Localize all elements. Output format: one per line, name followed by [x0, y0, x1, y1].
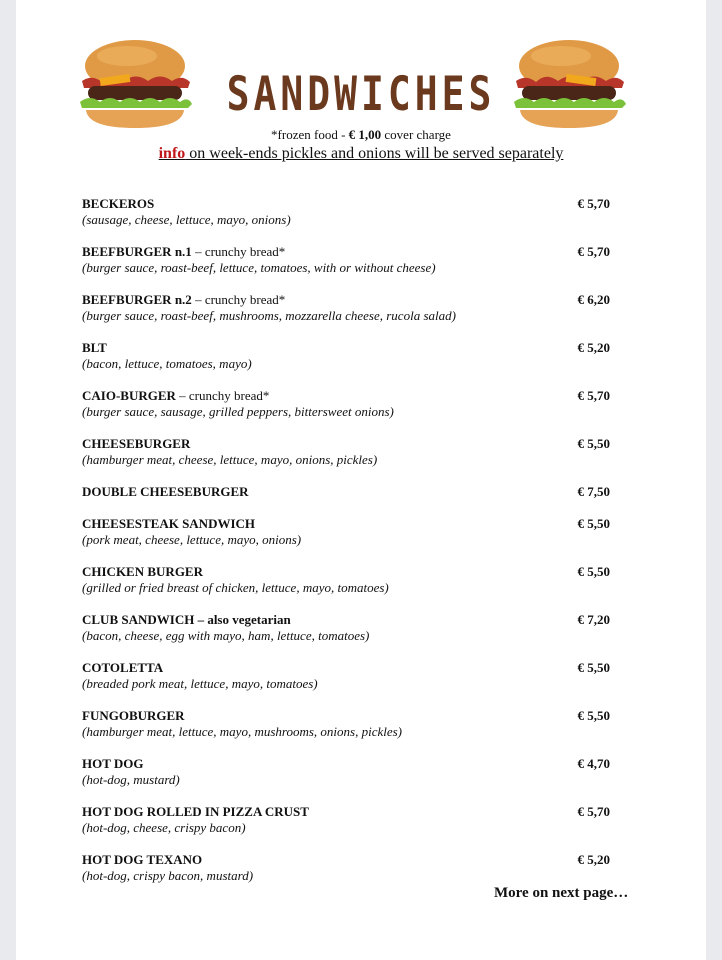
- menu-item-title: CHEESEBURGER: [82, 436, 191, 451]
- menu-item: [82, 612, 622, 660]
- cover-charge-prefix: *frozen food -: [271, 127, 349, 142]
- menu-item-price: € 5,50: [577, 516, 610, 531]
- menu-item-bread-note: – crunchy bread*: [191, 244, 286, 259]
- menu-item-price: € 5,50: [577, 564, 610, 579]
- menu-item-name: [82, 436, 622, 452]
- menu-item: [82, 708, 622, 756]
- menu-item-ingredients: (hot-dog, cheese, crispy bacon): [82, 820, 246, 835]
- menu-item-price: € 5,70: [577, 388, 610, 403]
- menu-item-title: CLUB SANDWICH – also vegetarian: [82, 612, 291, 627]
- menu-item: [82, 292, 622, 340]
- menu-item-name: [82, 708, 622, 724]
- menu-item-title: FUNGOBURGER: [82, 708, 185, 723]
- menu-item-ingredients: (burger sauce, sausage, grilled peppers, bittersweet onions): [82, 404, 394, 419]
- menu-item: [82, 244, 622, 292]
- menu-item-ingredients: (grilled or fried breast of chicken, lettuce, mayo, tomatoes): [82, 580, 389, 595]
- menu-item-price: € 6,20: [577, 292, 610, 307]
- menu-item-ingredients: (burger sauce, roast-beef, mushrooms, mozzarella cheese, rucola salad): [82, 308, 456, 323]
- menu-item-title: CHEESESTEAK SANDWICH: [82, 516, 256, 531]
- menu-item-price: € 5,50: [577, 708, 610, 723]
- menu-item: [82, 484, 622, 516]
- info-text: on week-ends pickles and onions will be served separately: [185, 145, 564, 162]
- menu-item: [82, 756, 622, 804]
- menu-item-name: [82, 484, 622, 500]
- menu-item-ingredients: (hamburger meat, lettuce, mayo, mushrooms, onions, pickles): [82, 724, 403, 739]
- menu-item-price: € 5,70: [577, 244, 610, 259]
- menu-item-title: DOUBLE CHEESEBURGER: [82, 484, 249, 499]
- menu-item-title: HOT DOG TEXANO: [82, 852, 203, 867]
- menu-item-ingredients: (bacon, lettuce, tomatoes, mayo): [82, 356, 252, 371]
- menu-item-title: HOT DOG ROLLED IN PIZZA CRUST: [82, 804, 309, 819]
- menu-item-name: [82, 756, 622, 772]
- menu-item-price: € 5,50: [577, 436, 610, 451]
- menu-item: [82, 388, 622, 436]
- menu-item-name: [82, 516, 622, 532]
- menu-item-name: [82, 852, 622, 868]
- menu-item-price: € 5,20: [577, 852, 610, 867]
- menu-item-price: € 5,70: [577, 804, 610, 819]
- menu-item-price: € 4,70: [577, 756, 610, 771]
- menu-item: [82, 516, 622, 564]
- menu-list: [82, 196, 622, 884]
- menu-item-ingredients: (bacon, cheese, egg with mayo, ham, lettuce, tomatoes): [82, 628, 370, 643]
- menu-item-name: [82, 612, 622, 628]
- menu-item-ingredients: (pork meat, cheese, lettuce, mayo, onions): [82, 532, 302, 547]
- menu-item-name: [82, 292, 622, 308]
- menu-item-ingredients: (burger sauce, roast-beef, lettuce, tomatoes, with or without cheese): [82, 260, 436, 275]
- page-title: SANDWICHES: [226, 66, 496, 121]
- menu-item-name: [82, 196, 622, 212]
- menu-item-ingredients: (sausage, cheese, lettuce, mayo, onions): [82, 212, 291, 227]
- menu-item-bread-note: – crunchy bread*: [175, 388, 270, 403]
- menu-item-ingredients: (breaded pork meat, lettuce, mayo, tomatoes): [82, 676, 318, 691]
- menu-item-price: € 7,50: [577, 484, 610, 499]
- menu-item: [82, 436, 622, 484]
- menu-item-ingredients: (hamburger meat, cheese, lettuce, mayo, onions, pickles): [82, 452, 378, 467]
- menu-item: [82, 564, 622, 612]
- menu-page: [16, 0, 706, 960]
- cover-charge-note: [16, 127, 706, 143]
- info-label: info: [158, 145, 186, 162]
- cover-charge-suffix: cover charge: [381, 127, 451, 142]
- menu-item-price: € 7,20: [577, 612, 610, 627]
- menu-item-title: BLT: [82, 340, 107, 355]
- menu-item-bread-note: – crunchy bread*: [191, 292, 286, 307]
- menu-item-name: [82, 388, 622, 404]
- menu-item-name: [82, 804, 622, 820]
- cover-charge-amount: € 1,00: [348, 127, 382, 142]
- menu-item: [82, 852, 622, 884]
- more-on-next-page: More on next page…: [494, 885, 629, 901]
- menu-item-price: € 5,20: [577, 340, 610, 355]
- menu-item-title: CHICKEN BURGER: [82, 564, 203, 579]
- menu-item-price: € 5,70: [577, 196, 610, 211]
- menu-item-name: [82, 244, 622, 260]
- menu-item: [82, 340, 622, 388]
- menu-item-title: COTOLETTA: [82, 660, 164, 675]
- info-note: [16, 145, 706, 163]
- menu-item: [82, 804, 622, 852]
- menu-item-name: [82, 564, 622, 580]
- menu-item: [82, 660, 622, 708]
- menu-item-ingredients: (hot-dog, crispy bacon, mustard): [82, 868, 254, 883]
- menu-item-title: HOT DOG: [82, 756, 144, 771]
- menu-item-name: [82, 660, 622, 676]
- menu-item-price: € 5,50: [577, 660, 610, 675]
- menu-item-name: [82, 340, 622, 356]
- menu-item-title: BECKEROS: [82, 196, 155, 211]
- menu-item-title: CAIO-BURGER: [82, 388, 176, 403]
- menu-item-ingredients: (hot-dog, mustard): [82, 772, 180, 787]
- menu-item-title: BEEFBURGER n.2: [82, 292, 192, 307]
- menu-item: [82, 196, 622, 244]
- menu-item-title: BEEFBURGER n.1: [82, 244, 192, 259]
